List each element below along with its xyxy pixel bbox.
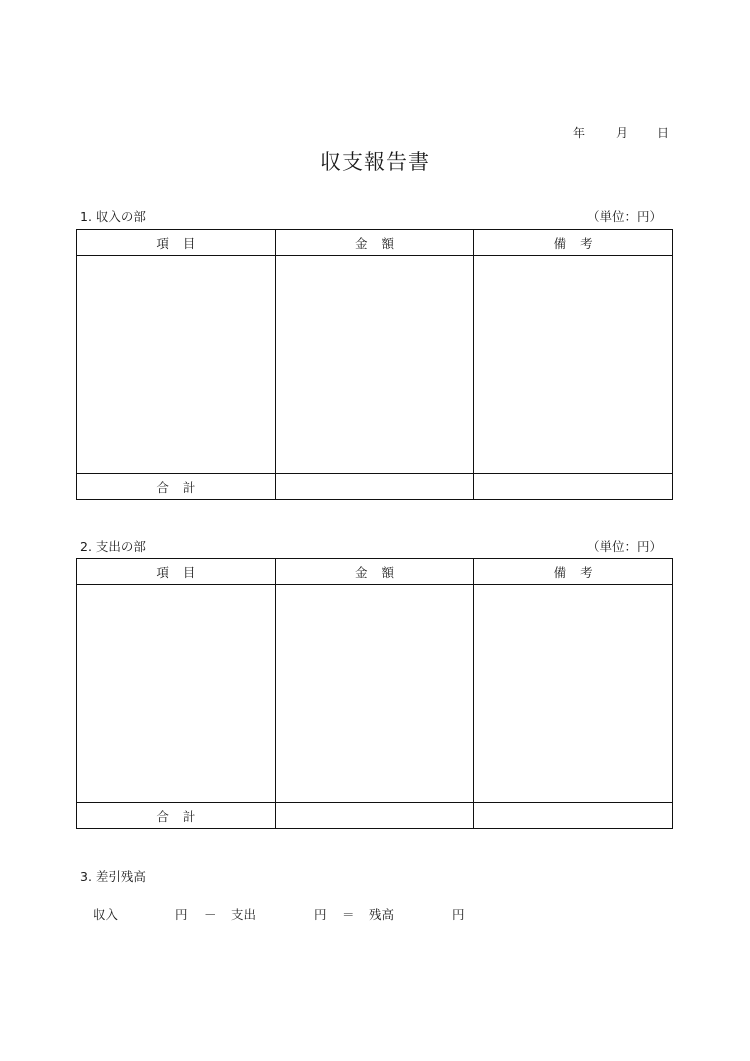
expense-col-amount: 金額 — [275, 559, 474, 585]
date-year-label: 年 — [573, 126, 586, 140]
balance-formula — [0, 905, 750, 925]
income-col-note: 備考 — [474, 230, 673, 256]
expense-item-cell[interactable] — [77, 585, 276, 803]
expense-total-note-cell[interactable] — [474, 803, 673, 829]
balance-income-label: 収入 — [93, 907, 119, 922]
expense-col-note: 備考 — [474, 559, 673, 585]
expense-table — [76, 558, 673, 829]
income-total-note-cell[interactable] — [474, 474, 673, 500]
income-total-label: 合計 — [77, 474, 276, 500]
expense-amount-cell[interactable] — [275, 585, 474, 803]
income-section-heading: 1. 収入の部 — [80, 209, 146, 224]
income-table-header — [77, 230, 673, 256]
expense-note-cell[interactable] — [474, 585, 673, 803]
balance-remaining-label: 残高 — [369, 907, 395, 922]
expense-table-header — [77, 559, 673, 585]
income-total-amount-cell[interactable] — [275, 474, 474, 500]
income-total-row — [77, 474, 673, 500]
expense-section-heading: 2. 支出の部 — [80, 539, 146, 554]
income-amount-cell[interactable] — [275, 256, 474, 474]
expense-table-body — [77, 585, 673, 803]
date-line — [573, 124, 673, 142]
balance-section-heading: 3. 差引残高 — [80, 869, 146, 884]
income-unit-label: （単位：円） — [586, 209, 662, 224]
page-title: 収支報告書 — [320, 150, 430, 174]
expense-col-item: 項目 — [77, 559, 276, 585]
expense-total-row — [77, 803, 673, 829]
income-col-amount: 金額 — [275, 230, 474, 256]
income-item-cell[interactable] — [77, 256, 276, 474]
balance-expense-yen: 円 — [314, 907, 327, 922]
balance-minus-sign: － — [204, 907, 217, 922]
expense-unit-label: （単位：円） — [586, 539, 662, 554]
income-note-cell[interactable] — [474, 256, 673, 474]
expense-total-amount-cell[interactable] — [275, 803, 474, 829]
expense-total-label: 合計 — [77, 803, 276, 829]
balance-income-yen: 円 — [175, 907, 188, 922]
balance-equals-sign: ＝ — [342, 907, 355, 922]
balance-expense-label: 支出 — [231, 907, 257, 922]
income-table — [76, 229, 673, 500]
date-month-label: 月 — [616, 126, 629, 140]
date-day-label: 日 — [657, 126, 670, 140]
income-col-item: 項目 — [77, 230, 276, 256]
balance-remaining-yen: 円 — [452, 907, 465, 922]
income-table-body — [77, 256, 673, 474]
